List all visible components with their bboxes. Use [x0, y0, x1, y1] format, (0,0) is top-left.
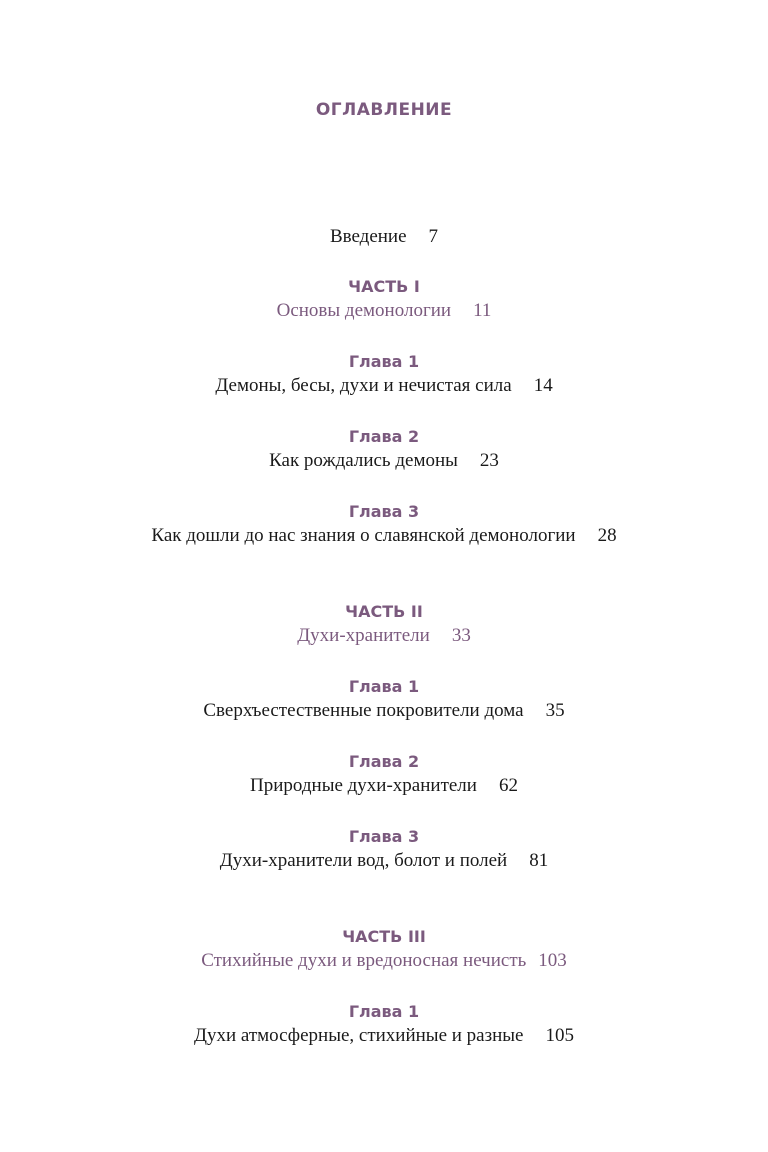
- chapter-label: Глава 2: [348, 427, 420, 446]
- chapter-label: Глава 1: [348, 677, 420, 696]
- page-number: 28: [597, 525, 617, 546]
- entry-text: Духи атмосферные, стихийные и разные: [194, 1025, 524, 1046]
- chapter-label: Глава 3: [348, 502, 420, 521]
- toc-entry-chapter: [0, 525, 768, 547]
- chapter-label: Глава 1: [348, 1002, 420, 1021]
- page-number: 33: [451, 625, 471, 646]
- entry-text: Как рождались демоны: [269, 450, 458, 471]
- entry-text: Духи-хранители вод, болот и полей: [219, 850, 508, 871]
- entry-text: Сверхъестественные покровители дома: [203, 700, 524, 721]
- page-number: 11: [473, 300, 492, 321]
- entry-text: Духи-хранители: [297, 625, 430, 646]
- page-number: 103: [538, 950, 567, 971]
- entry-text: Как дошли до нас знания о славянской демонологии: [151, 525, 576, 546]
- toc-entry-chapter: [0, 1025, 768, 1047]
- page-number: 35: [545, 700, 565, 721]
- toc-title: ОГЛАВЛЕНИЕ: [315, 100, 453, 120]
- part-label: ЧАСТЬ II: [345, 602, 423, 621]
- entry-text: Основы демонологии: [276, 300, 452, 321]
- entry-text: Природные духи-хранители: [250, 775, 477, 796]
- page-number: 7: [428, 226, 439, 247]
- toc-entry-chapter: [0, 775, 768, 797]
- page-number: 81: [529, 850, 549, 871]
- page-number: 105: [545, 1025, 574, 1046]
- toc-entry-chapter: [0, 450, 768, 472]
- toc-entry-part-1: [0, 300, 768, 322]
- entry-text: Демоны, бесы, духи и нечистая сила: [215, 375, 512, 396]
- chapter-label: Глава 3: [348, 827, 420, 846]
- toc-entry-chapter: [0, 850, 768, 872]
- page-number: 23: [479, 450, 499, 471]
- part-label: ЧАСТЬ I: [348, 277, 420, 296]
- page-number: 62: [498, 775, 518, 796]
- part-label: ЧАСТЬ III: [342, 927, 426, 946]
- entry-text: Введение: [329, 226, 407, 247]
- chapter-label: Глава 1: [348, 352, 420, 371]
- toc-entry-intro: [0, 226, 768, 248]
- toc-entry-part-2: [0, 625, 768, 647]
- page-number: 14: [533, 375, 553, 396]
- entry-text: Стихийные духи и вредоносная нечисть: [201, 950, 527, 971]
- chapter-label: Глава 2: [348, 752, 420, 771]
- toc-entry-chapter: [0, 375, 768, 397]
- toc-entry-part-3: [0, 950, 768, 972]
- toc-entry-chapter: [0, 700, 768, 722]
